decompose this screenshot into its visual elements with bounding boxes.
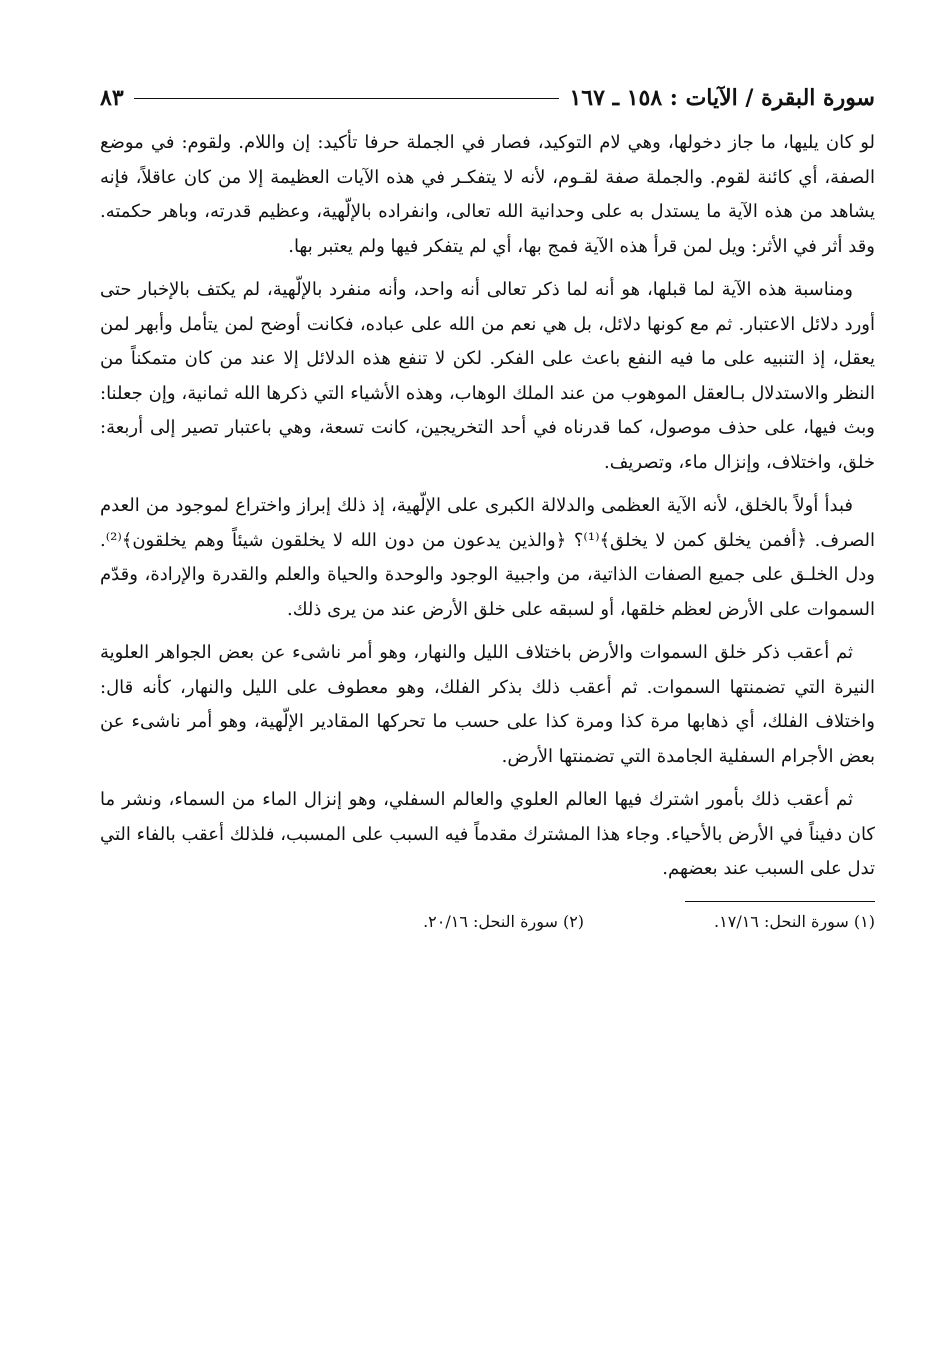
paragraph-1: لو كان يليها، ما جاز دخولها، وهي لام التوكيد، فصار في الجملة حرفا تأكيد: إن واللام. ولقوم: في موضع الصفة، أي كائنة لقوم. والجملة صفة لقـوم، لأنه لا يتفكـر في هذه الآيات العظيمة إلا من كان عاقلاً، فإنه يشاهد من هذه الآية ما يستدل به على وحدانية الله تعالى، وانفراده بالإلّهية، وعظيم قدرته، وباهر حكمته. وقد أثر في الأثر: ويل لمن قرأ هذه الآية فمج بها، أي لم يتفكر فيها ولم يعتبر بها. [100, 132, 875, 257]
paragraph-3: فبدأ أولاً بالخلق، لأنه الآية العظمى والدلالة الكبرى على الإلّهية، إذ ذلك إبراز واختراع لموجود من العدم الصرف. ﴿أفمن يخلق كمن لا يخلق﴾⁽¹⁾؟ ﴿والذين يدعون من دون الله لا يخلقون شيئاً وهم يخلقون﴾⁽²⁾. ودل الخلـق على جميع الصفات الذاتية، من واجبية الوجود والوحدة والحياة والعلم والقدرة والإرادة، وقدّم السموات على الأرض لعظم خلقها، أو لسبقه على خلق الأرض عند من يرى ذلك. [100, 495, 876, 620]
footnotes [100, 910, 875, 934]
paragraph-2: ومناسبة هذه الآية لما قبلها، هو أنه لما ذكر تعالى أنه واحد، وأنه منفرد بالإلّهية، لم يكتف بالإخبار حتى أورد دلائل الاعتبار. ثم مع كونها دلائل، بل هي نعم من الله على عباده، فكانت أوضح لمن يتأمل وأبهر لمن يعقل، إذ التنبيه على ما فيه النفع باعث على الفكر. لكن لا تنفع هذه الدلائل إلا عند من كان متمكناً من النظر والاستدلال بـالعقل الموهوب من عند الملك الوهاب، وهذه الأشياء التي ذكرها الله ثمانية، وإن جعلنا: وبث فيها، على حذف موصول، كما قدرناه في أحد التخريجين، كانت تسعة، وهي باعتبار تصير إلى أربعة: خلق، واختلاف، وإنزال ماء، وتصريف. [100, 279, 875, 473]
page-number: ٨٣ [100, 85, 124, 111]
body-text [100, 126, 875, 887]
header-rule [134, 98, 560, 99]
running-title: سورة البقرة / الآيات : ١٥٨ ـ ١٦٧ [569, 85, 875, 111]
footnote-2: (٢) سورة النحل: ٢٠/١٦. [423, 911, 585, 931]
page [100, 80, 875, 934]
footnote-1: (١) سورة النحل: ١٧/١٦. [714, 911, 875, 931]
footnote-rule [685, 901, 875, 902]
paragraph-4: ثم أعقب ذكر خلق السموات والأرض باختلاف الليل والنهار، وهو أمر ناشىء عن بعض الجواهر العلوية النيرة التي تضمنتها السموات. ثم أعقب ذلك بذكر الفلك، وهو معطوف على الليل والنهار، كأنه قال: واختلاف الفلك، أي ذهابها مرة كذا ومرة كذا على حسب ما تحركها المقادير الإلّهية، وهو أمر ناشىء عن بعض الأجرام السفلية الجامدة التي تضمنتها الأرض. [100, 642, 875, 767]
running-header [100, 80, 875, 116]
paragraph-5: ثم أعقب ذلك بأمور اشترك فيها العالم العلوي والعالم السفلي، وهو إنزال الماء من السماء، ونشر ما كان دفيناً في الأرض بالأحياء. وجاء هذا المشترك مقدماً فيه السبب على المسبب، فلذلك أعقب بالفاء التي تدل على السبب عند بعضهم. [100, 789, 875, 879]
